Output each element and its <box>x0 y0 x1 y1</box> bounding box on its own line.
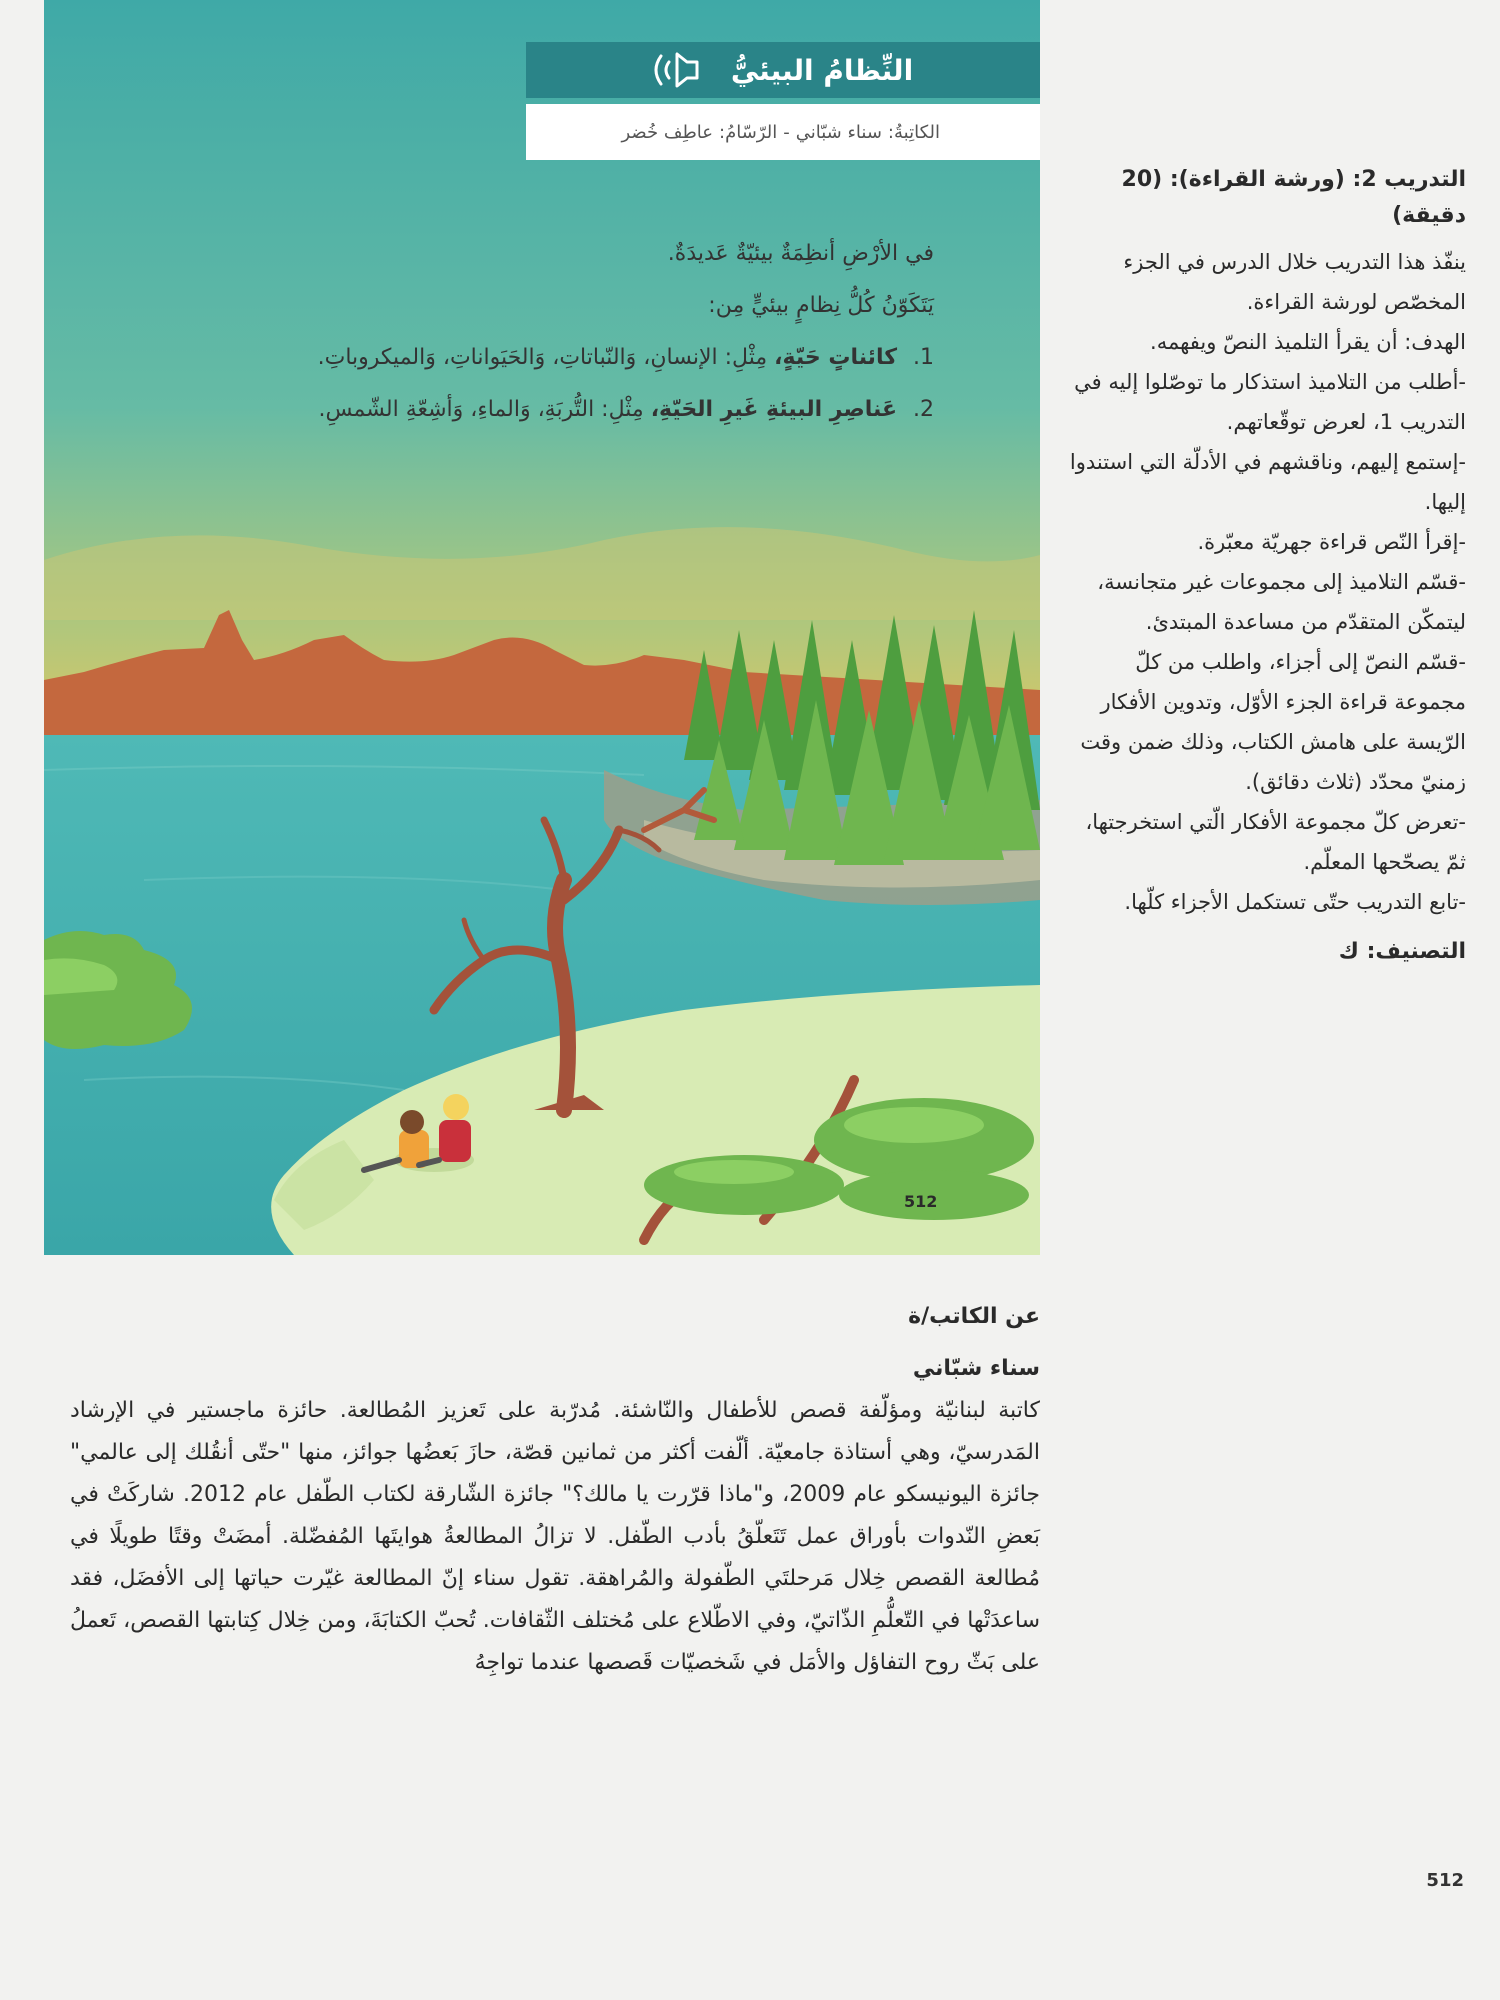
lake-landscape-illustration <box>44 0 1040 1255</box>
list-number: 1. <box>913 345 934 370</box>
credits-separator: - <box>783 121 790 143</box>
story-title: النِّظامُ البيئيُّ <box>730 53 914 87</box>
story-list-item-2 <box>174 384 934 436</box>
author-name-heading: سناء شبّاني <box>912 1356 1040 1381</box>
instruction-paragraph: -قسّم التلاميذ إلى مجموعات غير متجانسة، ليتمكّن المتقدّم من مساعدة المبتدئ. <box>1097 570 1466 634</box>
teacher-instructions <box>1062 162 1466 972</box>
illustrator-label: الرّسّامُ: <box>719 121 778 143</box>
story-line-2: يَتَكَوّنُ كُلُّ نِظامٍ بيئيٍّ مِن: <box>708 293 934 318</box>
story-list-item-1 <box>174 332 934 384</box>
author-name: سناء شبّاني <box>795 121 882 143</box>
list-number: 2. <box>913 397 934 422</box>
instruction-paragraph: -إستمع إليهم، وناقشهم في الأدلّة التي استندوا إليها. <box>1069 450 1466 514</box>
speaker-icon[interactable] <box>653 52 713 88</box>
story-credits <box>526 104 1040 160</box>
classification-label: التصنيف: ك <box>1338 939 1466 964</box>
author-bio: كاتبة لبنانيّة ومؤلّفة قصص للأطفال والنّاشئة. مُدرّبة على تَعزيز المُطالعة. حائزة ماجستير في الإرشاد المَدرسيّ، وهي أستاذة جامعيّة. ألّفت أكثر من ثمانين قصّة، حازَ بَعضُها جوائز، منها "حتّى أنقُلك إلى عالمي" جائزة اليونيسكو عام 2009، و"ماذا قرّرت يا مالك؟" جائزة الشّارقة لكتاب الطّفل عام 2012. شاركَتْ في بَعضِ النّدوات بأوراق عمل تَتَعلّقُ بأدب الطّفل. لا تزالُ المطالعةُ هوايتَها المُفضّلة. أمضَتْ وقتًا طويلًا في مُطالعة القصص خِلال مَرحلتَي الطّفولة والمُراهقة. تقول سناء إنّ المطالعة غيّرت حياتها إلى الأفضَل، فقد ساعدَتْها في التّعلُّمِ الذّاتيّ، وفي الاطّلاع على مُختلف الثّقافات. تُحبّ الكتابَةَ، ومن خِلال كِتابتها القصص، تَعملُ على بَثّ روح التفاؤل والأمَل في شَخصيّات قَصصها عندما تواجِهُ <box>70 1398 1040 1675</box>
about-author-heading: عن الكاتب/ة <box>908 1304 1040 1329</box>
exercise-heading: التدريب 2: (ورشة القراءة): (20 دقيقة) <box>1121 167 1466 228</box>
story-line-1: في الأرْضِ أنظِمَةٌ بيئيّةٌ عَديدَةٌ. <box>667 241 934 266</box>
illustrator-name: عاطِف خُضر <box>621 121 714 143</box>
instruction-paragraph: -تعرض كلّ مجموعة الأفكار الّتي استخرجتها، ثمّ يصحّحها المعلّم. <box>1085 810 1466 874</box>
list-item-1-rest: مِثْلِ: الإنسانِ، وَالنّباتاتِ، وَالحَيَواناتِ، وَالميكروباتِ. <box>317 345 768 370</box>
list-item-2-bold: عَناصِرِ البيئةِ غَيرِ الحَيّةِ، <box>650 397 897 422</box>
instruction-paragraph: ينفّذ هذا التدريب خلال الدرس في الجزء المخصّص لورشة القراءة. <box>1123 250 1466 314</box>
instruction-paragraph: الهدف: أن يقرأ التلميذ النصّ ويفهمه. <box>1150 330 1466 354</box>
story-illustration-panel <box>44 0 1040 1255</box>
story-page-number: 512 <box>904 1192 938 1211</box>
list-item-1-bold: كائناتٍ حَيّةٍ، <box>774 345 897 370</box>
story-body <box>174 228 934 436</box>
list-item-2-rest: مِثْلِ: التُّربَةِ، وَالماءِ، وَأشِعّةِ الشّمسِ. <box>318 397 644 422</box>
author-label: الكاتِبةُ: <box>887 121 940 143</box>
instruction-paragraph: -قسّم النصّ إلى أجزاء، واطلب من كلّ مجموعة قراءة الجزء الأوّل، وتدوين الأفكار الرّيسة على هامش الكتاب، وذلك ضمن وقت زمنيّ محدّد (ثلاث دقائق). <box>1080 650 1466 794</box>
page-number: 512 <box>1426 1870 1464 1891</box>
about-author-section <box>70 1300 1040 1684</box>
instruction-paragraph: -إقرأ النّص قراءة جهريّة معبّرة. <box>1197 530 1466 554</box>
instruction-paragraph: -أطلب من التلاميذ استذكار ما توصّلوا إليه في التدريب 1، لعرض توقّعاتهم. <box>1074 370 1466 434</box>
story-title-bar <box>526 42 1040 98</box>
instruction-paragraph: -تابع التدريب حتّى تستكمل الأجزاء كلّها. <box>1124 890 1466 914</box>
